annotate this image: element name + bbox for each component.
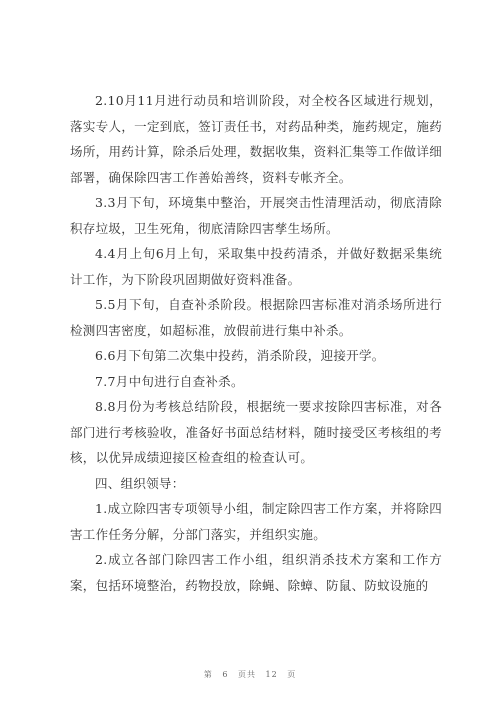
paragraph-schedule-3: 4.4月上旬6月上旬，采取集中投药清杀，并做好数据采集统计工作，为下阶段巩固期做好资料准备。 xyxy=(70,246,442,287)
document-body xyxy=(70,88,442,598)
footer-current-page: 6 xyxy=(222,670,229,679)
footer-suffix: 页 xyxy=(287,670,297,679)
footer-middle: 页共 xyxy=(237,670,256,679)
paragraph-organization-1: 1.成立除四害专项领导小组，制定除四害工作方案，并将除四害工作任务分解，分部门落实，并组织实施。 xyxy=(70,501,442,542)
paragraph-schedule-6: 7.7月中旬进行自查补杀。 xyxy=(95,373,244,389)
paragraph-schedule-7: 8.8月份为考核总结阶段，根据统一要求按除四害标准，对各部门进行考核验收，准备好书面总结材料，随时接受区考核组的考核，以优异成绩迎接区检查组的检查认可。 xyxy=(70,399,442,465)
footer-prefix: 第 xyxy=(203,670,213,679)
page-footer xyxy=(0,669,500,680)
footer-total-pages: 12 xyxy=(265,670,278,679)
paragraph-schedule-1: 2.10月11月进行动员和培训阶段，对全校各区域进行规划，落实专人，一定到底，签订责任书，对药品种类，施药规定，施药场所，用药计算，除杀后处理，数据收集，资料汇集等工作做详细部署，确保除四害工作善始善终，资料专帐齐全。 xyxy=(70,93,442,185)
paragraph-schedule-5: 6.6月下旬第二次集中投药，消杀阶段，迎接开学。 xyxy=(95,348,385,363)
paragraph-organization-2: 2.成立各部门除四害工作小组，组织消杀技术方案和工作方案，包括环境整治，药物投放，除蝇、除蟑、防鼠、防蚊设施的 xyxy=(70,552,442,593)
paragraph-schedule-2: 3.3月下旬，环境集中整治，开展突击性清理活动，彻底清除积存垃圾，卫生死角，彻底清除四害孳生场所。 xyxy=(70,195,442,236)
paragraph-schedule-4: 5.5月下旬，自查补杀阶段。根据除四害标准对消杀场所进行检测四害密度，如超标准，放假前进行集中补杀。 xyxy=(70,297,442,338)
section-heading-organization: 四、组织领导： xyxy=(95,475,185,491)
